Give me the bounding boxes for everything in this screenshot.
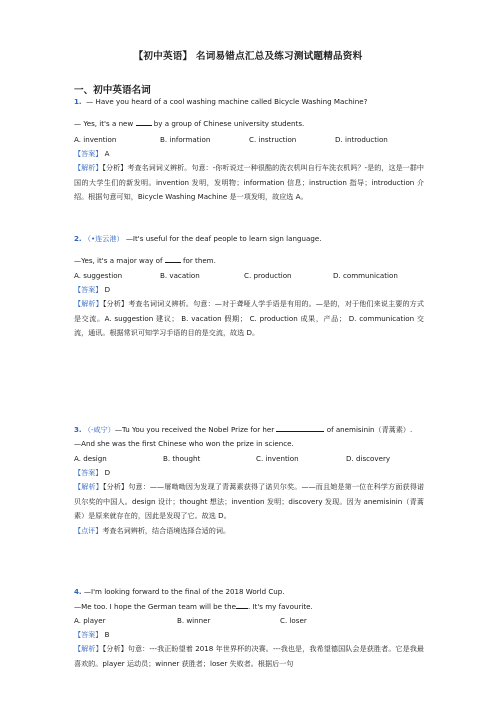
analysis-text: 【解析】【分析】考查名词词义辨析。句意：—对于聋哑人学手语是有用的。—是的，对于他们来说主要的方式是交流。A. suggestion 建议； B. vacation 假期； C. production 成果，产品； D. communication 交流，通讯。根据常识可知学习手语的目的是交流，故选 D。 — [74, 299, 424, 338]
question-stem-end: of anemisinin（青蒿素）. — [326, 425, 413, 434]
answer-blank — [165, 255, 181, 263]
question-number: 1. — [74, 97, 82, 106]
option-a: A. suggestion — [74, 271, 123, 280]
analysis-text: 【解析】【分析】句意：——屠呦呦因为发现了青蒿素获得了诺贝尔奖。——而且她是第一位在科学方面获得诺贝尔奖的中国人。design 设计；thought 想法；invention 发明；discovery 发现。因为 anemisinin（青蒿素）是原来就存在的，因此是发现了它。故选 D。 — [74, 482, 425, 521]
options-row — [74, 269, 424, 283]
answer-label: 【答案】 — [74, 468, 103, 477]
answer-label: 【答案】 — [74, 285, 103, 294]
answer-row — [74, 283, 424, 297]
option-c: C. loser — [280, 616, 307, 625]
question-reply-start: —Yes, it's a major way of — [74, 256, 163, 265]
answer-row — [74, 466, 424, 480]
question-2 — [74, 232, 424, 341]
question-stem-second: —And she was the first Chinese who won the prize in science. — [74, 439, 294, 448]
option-c: C. instruction — [249, 135, 297, 144]
question-stem-start: —Tu You you received the Nobel Prize for her — [114, 425, 275, 434]
question-source: （-咸宁） — [83, 425, 115, 434]
question-reply-start: — Yes, it's a new — [74, 119, 134, 128]
question-4 — [74, 585, 424, 671]
options-row — [74, 133, 424, 147]
question-reply-end: by a group of Chinese university students. — [153, 119, 305, 128]
analysis-label: 【解析】 — [74, 299, 103, 308]
section-heading: 一、初中英语名词 — [74, 85, 151, 96]
analysis-label: 【解析】 — [74, 644, 103, 653]
option-b: B. winner — [177, 616, 211, 625]
analysis-text: 【解析】【分析】考查名词词义辨析。句意：-你听说过一种很酷的洗衣机叫自行车洗衣机吗？-是的，这是一群中国的大学生们的新发明。invention 发明，发明物；information 信息；instruction 指导；introduction 介绍。根据句意可知，Bicycle Washing Machine 是一项发明，故应选 A。 — [74, 163, 424, 202]
question-stem: —I'm looking forward to the final of the 2018 World Cup. — [83, 587, 285, 596]
question-3 — [74, 423, 424, 538]
comment-row — [74, 524, 424, 538]
question-stem: —It's useful for the deaf people to learn sign language. — [125, 234, 322, 243]
answer-value: A — [104, 149, 110, 158]
answer-blank — [236, 601, 248, 609]
answer-label: 【答案】 — [74, 149, 103, 158]
option-a: A. design — [74, 454, 107, 463]
options-row — [74, 452, 424, 466]
question-1 — [74, 95, 424, 205]
answer-value: D — [104, 285, 111, 294]
option-c: C. invention — [256, 454, 299, 463]
question-reply-start: —Me too. I hope the German team will be the — [74, 602, 236, 611]
analysis-label: 【解析】 — [74, 482, 103, 491]
option-b: B. thought — [163, 454, 201, 463]
answer-value: B — [104, 630, 110, 639]
answer-row — [74, 147, 424, 161]
option-a: A. player — [74, 616, 106, 625]
question-number: 3. — [74, 425, 82, 434]
analysis-text: 【解析】【分析】句意：---我正盼望着 2018 年世界杯的决赛。---我也是，我希望德国队会是获胜者。它是我最喜欢的。player 运动员；winner 获胜者；loser 失败者。根据后一句 — [74, 644, 425, 668]
option-d: D. communication — [333, 271, 398, 280]
options-row — [74, 614, 424, 628]
answer-row — [74, 628, 424, 642]
option-b: B. information — [160, 135, 211, 144]
answer-label: 【答案】 — [74, 630, 103, 639]
answer-blank — [136, 118, 152, 126]
option-a: A. invention — [74, 135, 117, 144]
question-number: 2. — [74, 234, 82, 243]
question-number: 4. — [74, 587, 82, 596]
option-d: D. introduction — [335, 135, 388, 144]
answer-value: D — [104, 468, 111, 477]
analysis-label: 【解析】 — [74, 163, 103, 172]
question-reply-end: . It's my favourite. — [247, 602, 313, 611]
question-source: （•连云港） — [83, 234, 124, 243]
document-title: 【初中英语】 名词易错点汇总及练习测试题精品资料 — [133, 51, 363, 62]
answer-blank — [276, 424, 324, 432]
option-c: C. production — [244, 271, 292, 280]
option-b: B. vacation — [160, 271, 200, 280]
question-stem: — Have you heard of a cool washing machine called Bicycle Washing Machine? — [86, 97, 368, 106]
question-reply-end: for them. — [183, 256, 216, 265]
comment-label: 【点评】 — [74, 525, 103, 535]
option-d: D. discovery — [346, 454, 391, 463]
comment-text: 考查名词辨析，结合语境选择合适的词。 — [102, 525, 231, 535]
